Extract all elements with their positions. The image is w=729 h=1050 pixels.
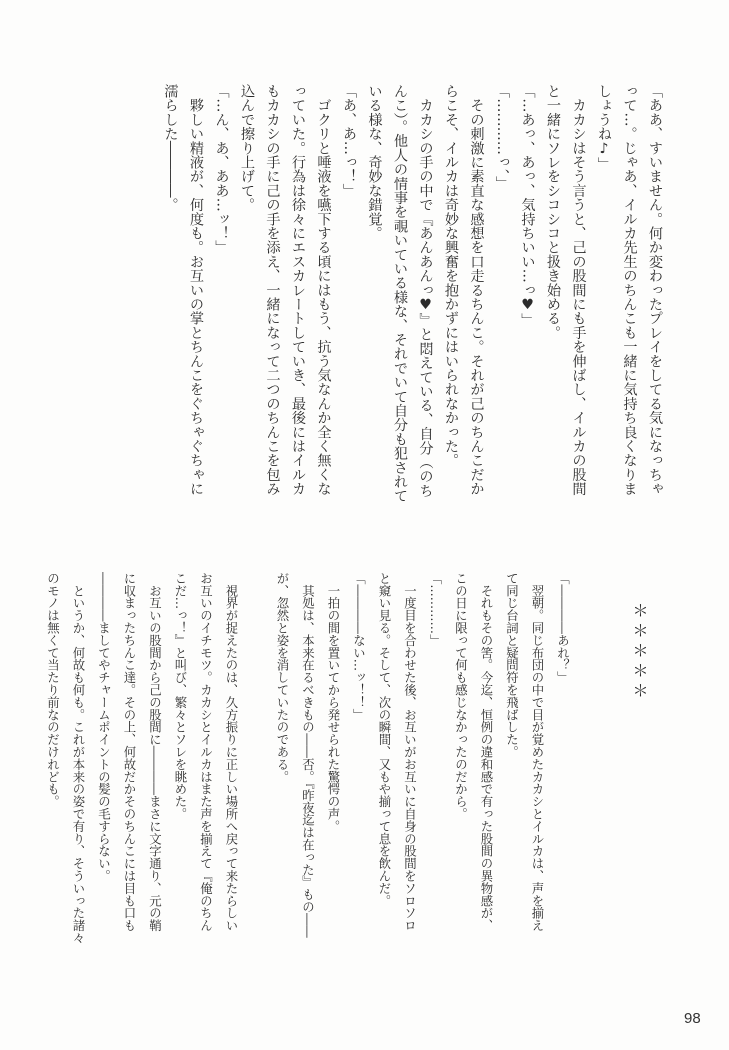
text-line: しょうね♪」: [596, 84, 612, 171]
text-line: 「――――ない…ッ！！」: [351, 572, 367, 721]
text-line: 「ああ、すいません。何か変わったプレイをしてる気になっちゃ: [647, 84, 663, 496]
text-line: 込んで擦り上げて。: [239, 84, 255, 212]
text-line: に収まったちんこ達。その上、何故だかそのちんこには目も口も: [122, 572, 137, 932]
text-line: が、忽然と姿を消していたのである。: [275, 572, 290, 783]
scene-break: ＊＊＊＊＊: [630, 602, 649, 702]
text-line: お互いの股間から己の股間に――――まさに文字通り、元の鞘: [147, 572, 163, 932]
text-block-top: [157, 84, 667, 503]
blank-line: [244, 572, 270, 944]
text-line: カカシはそう言うと、己の股間にも手を伸ばし、イルカの股間: [570, 84, 587, 496]
text-line: 「あ、あ…っ！」: [341, 84, 357, 198]
text-line: お互いのイチモツ。カカシとイルカはまた声を揃えて『俺のちん: [198, 572, 214, 932]
text-line: んこ）。他人の情事を覗いている様な、それでいて自分も犯されて: [392, 84, 408, 503]
text-line: 濡らした――――。: [162, 84, 179, 212]
page-number: 98: [684, 1010, 701, 1027]
text-line: 翌朝。同じ布団の中で目が覚めたカカシとイルカは、声を揃え: [530, 572, 545, 932]
blank-line: [576, 572, 602, 944]
text-line: というか、何故も何も。これが本来の姿で有り、そういった諸々: [71, 572, 86, 944]
text-block-bottom: [40, 572, 652, 944]
text-line: それもその筈。今迄、恒例の違和感で有った股間の異物感が、: [479, 572, 494, 932]
text-line: て同じ台詞と疑問符を飛ばした。: [504, 572, 520, 758]
text-line: 「…ん、あ、ああ…ッ！」: [213, 84, 230, 255]
text-line: ――――ましてやチャームポイントの髪の毛すらない。: [96, 572, 112, 882]
text-line: のモノは無くて当たり前なのだけれども。: [45, 572, 61, 808]
text-line: 一拍の間を置いてから発せられた驚愕の声。: [326, 572, 341, 833]
text-line: と窺い見る。そして、次の瞬間、又もや揃って息を飲んだ。: [377, 572, 392, 907]
text-line: 夥しい精液が、何度も。お互いの掌とちんこをぐちゃぐちゃに: [188, 84, 204, 496]
text-line: ゴクリと唾液を嚥下する頃にはもう、抗う気なんか全く無くな: [315, 84, 332, 496]
text-line: この日に限って何も感じなかったのだから。: [453, 572, 469, 820]
text-line: いる様な、奇妙な錯覚。: [366, 84, 383, 241]
text-line: 其処は、本来在るべきもの――否。『昨夜迄は在った』もの――: [300, 572, 316, 938]
blank-line: [601, 572, 627, 944]
text-line: もカカシの手に己の手を添え、一緒になって二つのちんこを包み: [264, 84, 281, 496]
text-line: 「――――あれ？」: [555, 572, 571, 684]
text-line: 「…………っ、」: [494, 84, 510, 191]
text-line: 「…………」: [428, 572, 443, 647]
text-line: って…。じゃあ、イルカ先生のちんこも一緒に気持ち良くなりま: [621, 84, 638, 496]
text-line: その刺激に素直な感想を口走るちんこ。それが己のちんこだか: [468, 84, 485, 496]
text-line: 一度目を合わせた後、お互いがお互いに自身の股間をソロソロ: [402, 572, 418, 932]
text-line: と一緒にソレをシコシコと扱き始める。: [545, 84, 561, 340]
text-line: こだ…っ！』と叫び、繁々とソレを眺めた。: [173, 572, 188, 820]
text-line: 視界が捉えたのは、久方振りに正しい場所へ戻って来たらしい: [224, 572, 239, 932]
text-line: 「…あっ、あっ、気持ちいい…っ♥」: [519, 84, 536, 328]
text-line: カカシの手の中で『あんあんっ♥』と悶えている、自分（のち: [417, 84, 434, 498]
text-line: らこそ、イルカは奇妙な興奮を抱かずにはいられなかった。: [443, 84, 459, 468]
text-line: っていた。行為は徐々にエスカレートしていき、最後にはイルカ: [290, 84, 306, 496]
